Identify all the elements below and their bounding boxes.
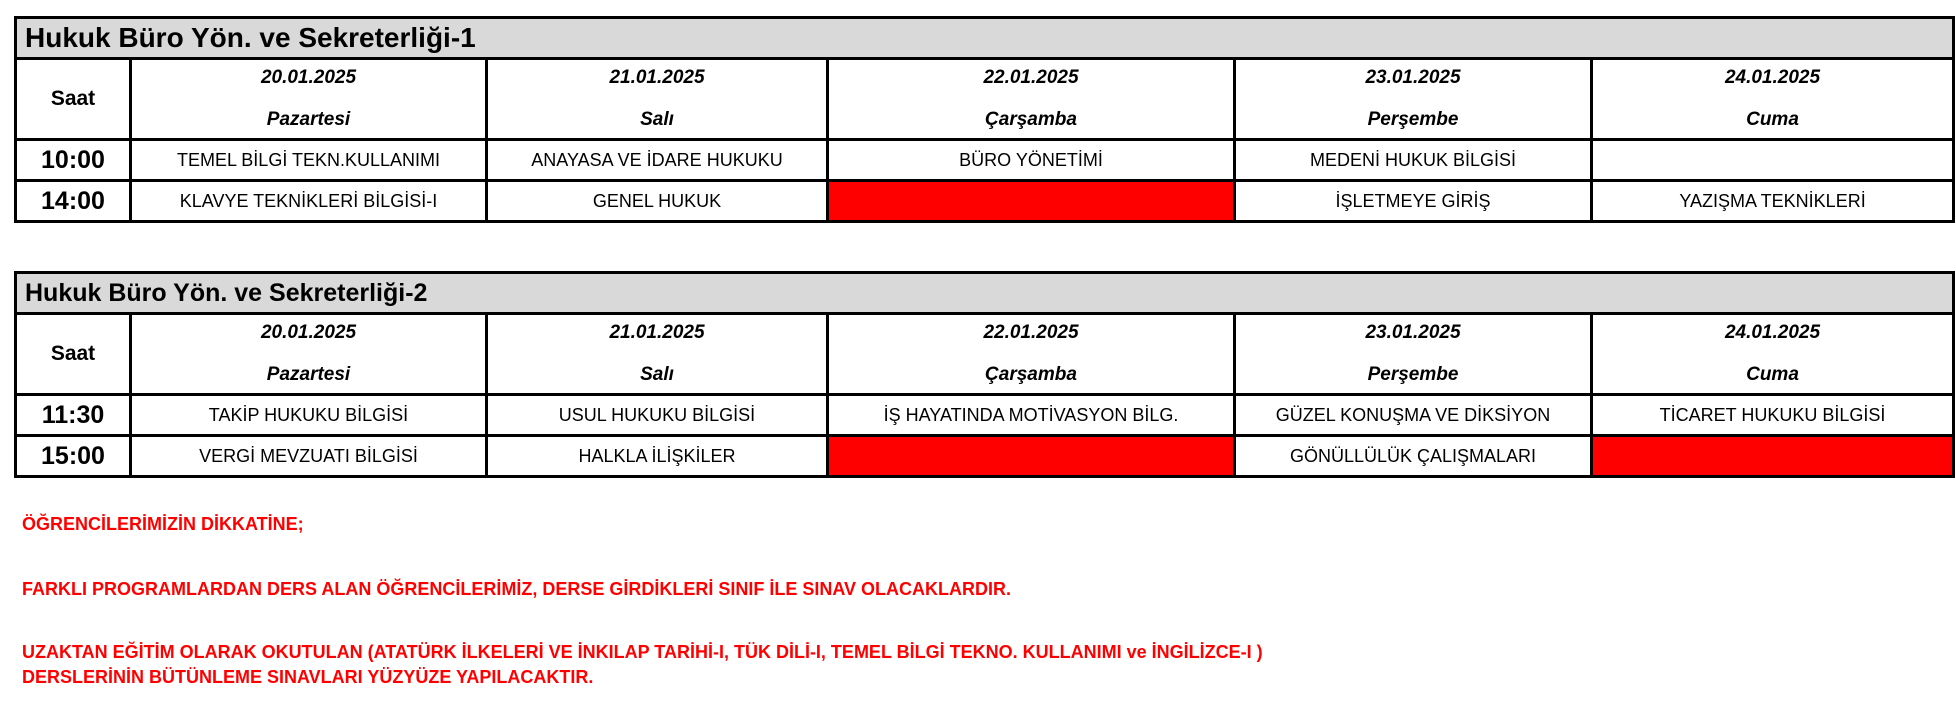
- day-name: Cuma: [1746, 109, 1799, 130]
- course-cell: TEMEL BİLGİ TEKN.KULLANIMI: [131, 140, 487, 181]
- notice-line: FARKLI PROGRAMLARDAN DERS ALAN ÖĞRENCİLERİMİZ, DERSE GİRDİKLERİ SINIF İLE SINAV OLACAKLARDIR.: [22, 579, 1012, 599]
- day-header-tuesday: [487, 59, 828, 140]
- day-date: 22.01.2025: [983, 67, 1079, 88]
- course-cell: USUL HUKUKU BİLGİSİ: [487, 395, 828, 436]
- day-name: Salı: [640, 109, 674, 130]
- course-cell: ANAYASA VE İDARE HUKUKU: [487, 140, 828, 181]
- day-date: 23.01.2025: [1365, 322, 1461, 343]
- blocked-cell: [1592, 436, 1954, 477]
- course-cell: KLAVYE TEKNİKLERİ BİLGİSİ-I: [131, 181, 487, 222]
- day-date: 20.01.2025: [260, 67, 357, 88]
- course-cell: [1592, 140, 1954, 181]
- notice-heading: ÖĞRENCİLERİMİZİN DİKKATİNE;: [22, 514, 304, 534]
- notice-line: DERSLERİNİN BÜTÜNLEME SINAVLARI YÜZYÜZE YAPILACAKTIR.: [22, 667, 594, 687]
- day-date: 20.01.2025: [260, 322, 357, 343]
- time-cell: 14:00: [16, 181, 131, 222]
- day-header-wednesday: [828, 314, 1235, 395]
- day-date: 24.01.2025: [1724, 322, 1821, 343]
- schedule-table-1: [14, 16, 1955, 223]
- saat-header: Saat: [16, 314, 131, 395]
- notice-line: UZAKTAN EĞİTİM OLARAK OKUTULAN (ATATÜRK İLKELERİ VE İNKILAP TARİHİ-I, TÜK DİLİ-I, TEMEL BİLGİ TEKNO. KULLANIMI ve İNGİLİZCE-I ): [22, 642, 1263, 662]
- course-cell: TİCARET HUKUKU BİLGİSİ: [1592, 395, 1954, 436]
- day-name: Cuma: [1746, 364, 1799, 385]
- course-cell: GENEL HUKUK: [487, 181, 828, 222]
- day-date: 21.01.2025: [609, 67, 705, 88]
- day-header-monday: [131, 59, 487, 140]
- table-row: [16, 181, 1954, 222]
- day-name: Salı: [640, 364, 674, 385]
- day-date: 22.01.2025: [983, 322, 1079, 343]
- day-date: 21.01.2025: [609, 322, 705, 343]
- day-header-tuesday: [487, 314, 828, 395]
- course-cell: GÜZEL KONUŞMA VE DİKSİYON: [1235, 395, 1592, 436]
- course-cell: MEDENİ HUKUK BİLGİSİ: [1235, 140, 1592, 181]
- time-cell: 10:00: [16, 140, 131, 181]
- course-cell: BÜRO YÖNETİMİ: [828, 140, 1235, 181]
- day-name: Pazartesi: [266, 109, 351, 130]
- day-name: Perşembe: [1367, 109, 1459, 130]
- day-date: 24.01.2025: [1724, 67, 1821, 88]
- schedule-table-2: [14, 271, 1955, 478]
- course-cell: GÖNÜLLÜLÜK ÇALIŞMALARI: [1235, 436, 1592, 477]
- course-cell: HALKLA İLİŞKİLER: [487, 436, 828, 477]
- day-date: 23.01.2025: [1365, 67, 1461, 88]
- day-header-monday: [131, 314, 487, 395]
- time-cell: 15:00: [16, 436, 131, 477]
- course-cell: VERGİ MEVZUATI BİLGİSİ: [131, 436, 487, 477]
- schedule-title: Hukuk Büro Yön. ve Sekreterliği-1: [16, 18, 1954, 59]
- saat-header: Saat: [16, 59, 131, 140]
- day-name: Çarşamba: [985, 364, 1077, 385]
- table-row: [16, 395, 1954, 436]
- course-cell: İŞ HAYATINDA MOTİVASYON BİLG.: [828, 395, 1235, 436]
- blocked-cell: [828, 181, 1235, 222]
- blocked-cell: [828, 436, 1235, 477]
- table-row: [16, 436, 1954, 477]
- table-row: [16, 140, 1954, 181]
- course-cell: İŞLETMEYE GİRİŞ: [1235, 181, 1592, 222]
- course-cell: TAKİP HUKUKU BİLGİSİ: [131, 395, 487, 436]
- course-cell: YAZIŞMA TEKNİKLERİ: [1592, 181, 1954, 222]
- day-name: Çarşamba: [985, 109, 1077, 130]
- day-header-thursday: [1235, 59, 1592, 140]
- day-name: Pazartesi: [266, 364, 351, 385]
- day-name: Perşembe: [1367, 364, 1459, 385]
- schedule-title: Hukuk Büro Yön. ve Sekreterliği-2: [16, 273, 1954, 314]
- day-header-friday: [1592, 59, 1954, 140]
- day-header-wednesday: [828, 59, 1235, 140]
- day-header-thursday: [1235, 314, 1592, 395]
- time-cell: 11:30: [16, 395, 131, 436]
- day-header-friday: [1592, 314, 1954, 395]
